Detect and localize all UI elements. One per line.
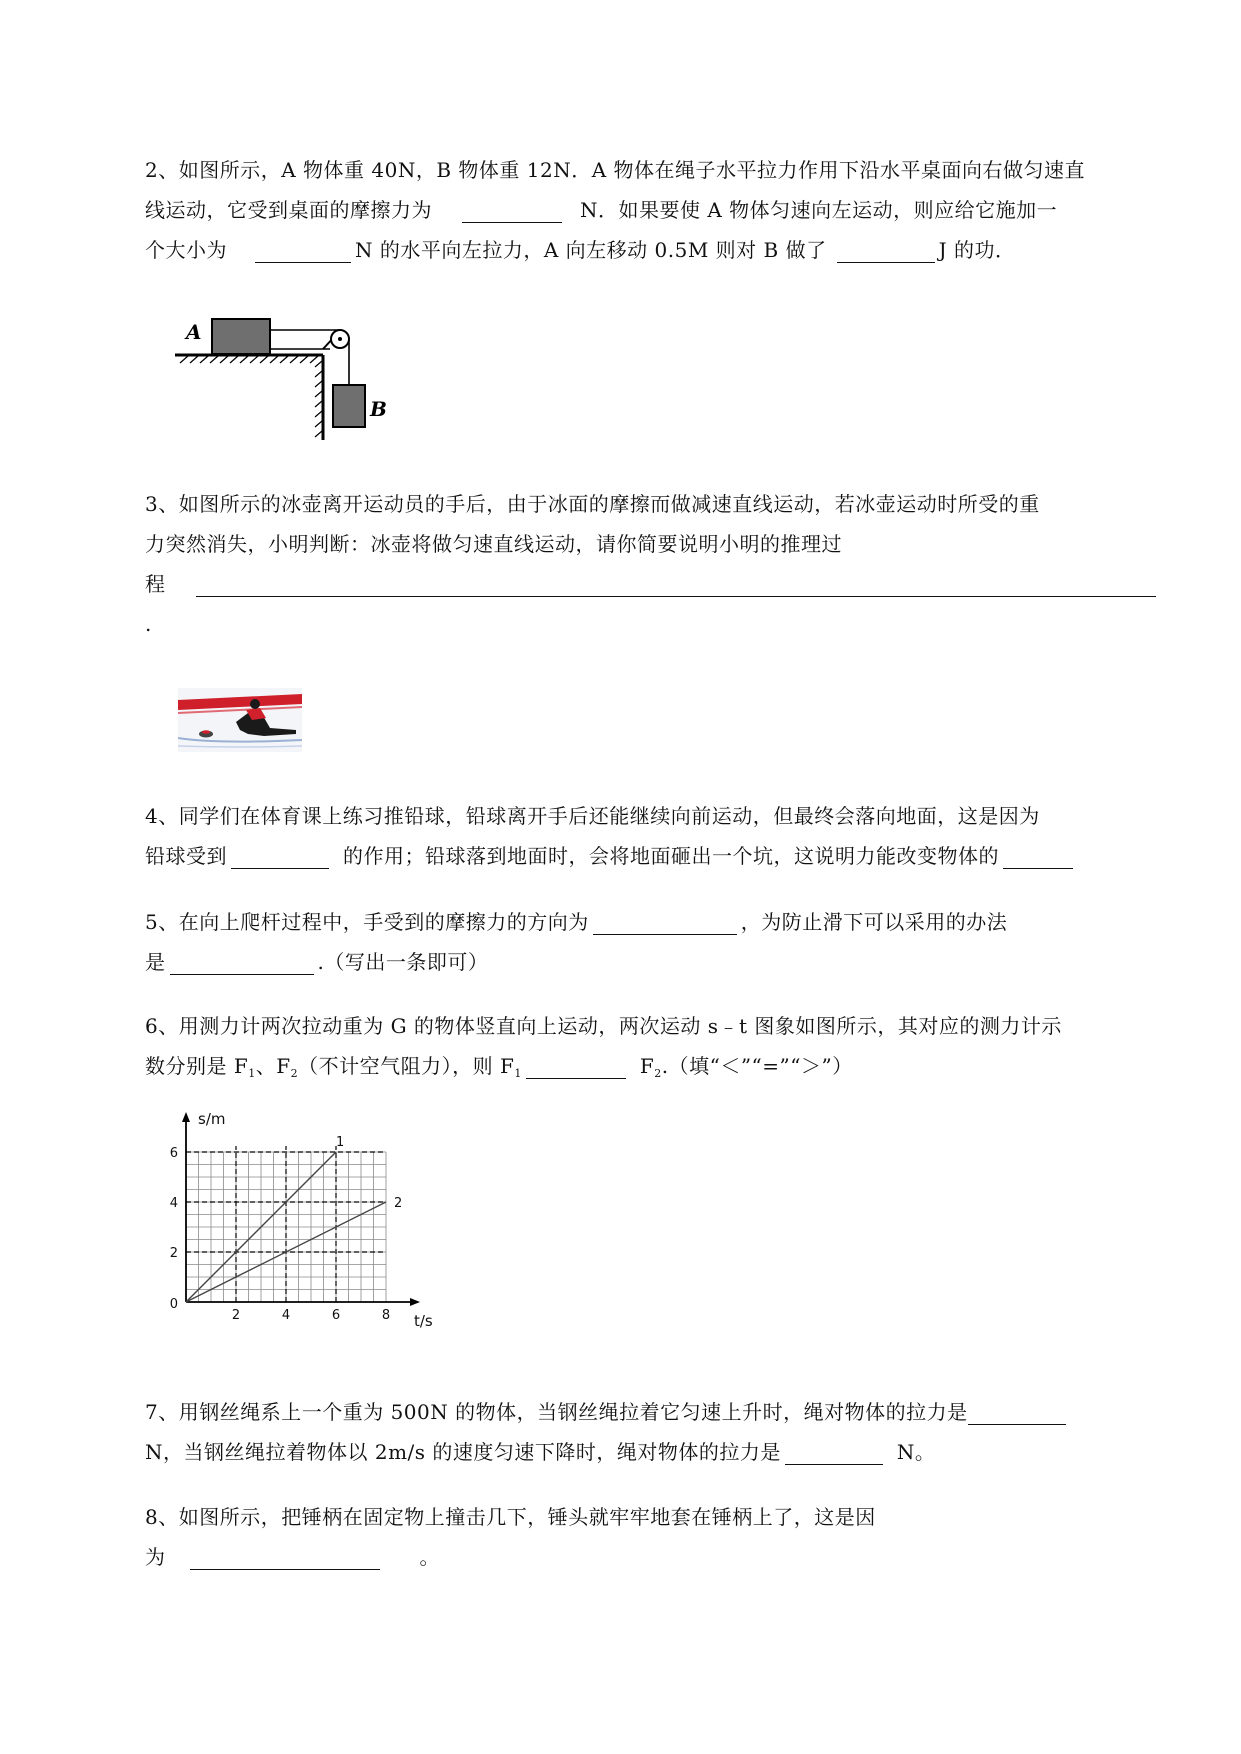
- q2-blank-friction[interactable]: [462, 196, 562, 223]
- q3-blank-reasoning[interactable]: [196, 570, 1156, 597]
- q6-line1: 6、用测力计两次拉动重为 G 的物体竖直向上运动，两次运动 s﹣t 图象如图所示，其对应的测力计示: [145, 1014, 1062, 1038]
- st-graph: [169, 1108, 492, 1363]
- q6-line2: 数分别是 $F_1$、$F_2$（不计空气阻力），则 $F_1$ $F_2$.（填“＜”“=”“＞”）: [145, 1054, 853, 1080]
- block-b: [333, 385, 365, 427]
- q2-line2: 线运动，它受到桌面的摩擦力为 N．如果要使 A 物体匀速向左运动，则应给它施加一: [145, 198, 1058, 222]
- question-4: [145, 796, 1155, 876]
- q3-line1: 3、如图所示的冰壶离开运动员的手后，由于冰面的摩擦而做减速直线运动，若冰壶运动时所受的重: [145, 492, 1040, 516]
- q7-blank-rising[interactable]: [968, 1398, 1066, 1425]
- series-label-2: 2: [394, 1196, 403, 1211]
- q8-line2: 为 。: [145, 1545, 440, 1569]
- y-tick-label: 6: [169, 1146, 178, 1161]
- y-tick-label: 2: [169, 1246, 178, 1261]
- pulley-diagram: [170, 305, 390, 445]
- x-axis-arrow: [410, 1298, 420, 1306]
- q3-line3: 程: [145, 564, 1155, 604]
- q7-line1: 7、用钢丝绳系上一个重为 500N 的物体，当钢丝绳拉着它匀速上升时，绳对物体的拉力是: [145, 1392, 1155, 1432]
- q4-line1: 4、同学们在体育课上练习推铅球，铅球离开手后还能继续向前运动，但最终会落向地面，这是因为: [145, 804, 1040, 828]
- q4-blank-change[interactable]: [1003, 842, 1073, 869]
- q2-line1: 2、如图所示，A 物体重 40N，B 物体重 12N．A 物体在绳子水平拉力作用下沿水平桌面向右做匀速直: [145, 158, 1085, 182]
- q8-line1: 8、如图所示，把锤柄在固定物上撞击几下，锤头就牢牢地套在锤柄上了，这是因: [145, 1505, 876, 1529]
- q2-line3: 个大小为 N 的水平向左拉力，A 向左移动 0.5M 则对 B 做了 J 的功．: [145, 238, 1016, 262]
- q5-blank-method[interactable]: [170, 948, 314, 975]
- q4-line2: 铅球受到 的作用；铅球落到地面时，会将地面砸出一个坑，这说明力能改变物体的: [145, 836, 1155, 876]
- y-axis-arrow: [182, 1112, 190, 1122]
- question-8: [145, 1497, 1155, 1577]
- question-6: [145, 1006, 1155, 1094]
- question-2: [145, 150, 1155, 270]
- q4-blank-force[interactable]: [231, 842, 329, 869]
- q5-blank-direction[interactable]: [593, 908, 737, 935]
- q8-blank-reason[interactable]: [190, 1543, 380, 1570]
- label-a: A: [186, 320, 202, 344]
- label-b: B: [370, 397, 387, 421]
- q3-line2: 力突然消失，小明判断：冰壶将做匀速直线运动，请你简要说明小明的推理过: [145, 532, 842, 556]
- q5-line2: 是 .（写出一条即可）: [145, 950, 489, 974]
- q2-blank-force[interactable]: [255, 236, 351, 263]
- y-axis-label: s/m: [198, 1110, 226, 1128]
- block-a: [212, 319, 270, 354]
- x-tick-label: 2: [231, 1308, 241, 1323]
- y-tick-label: 4: [169, 1196, 178, 1211]
- x-axis-label: t/s: [414, 1312, 433, 1330]
- question-5: [145, 902, 1155, 982]
- q7-line2: N，当钢丝绳拉着物体以 2m/s 的速度匀速下降时，绳对物体的拉力是 N。: [145, 1440, 936, 1464]
- x-tick-label: 6: [331, 1308, 341, 1323]
- q6-blank-compare[interactable]: [526, 1052, 626, 1079]
- q2-blank-work[interactable]: [837, 236, 935, 263]
- curling-photo: [178, 688, 302, 752]
- question-3: [145, 484, 1155, 644]
- question-7: [145, 1392, 1155, 1472]
- q5-line1: 5、在向上爬杆过程中，手受到的摩擦力的方向为 ，为防止滑下可以采用的办法: [145, 910, 1008, 934]
- origin-label: 0: [169, 1297, 178, 1312]
- q7-blank-falling[interactable]: [785, 1438, 883, 1465]
- q3-line4: .: [145, 612, 152, 636]
- series-label-1: 1: [336, 1135, 345, 1150]
- x-tick-label: 4: [281, 1308, 291, 1323]
- x-tick-label: 8: [381, 1308, 391, 1323]
